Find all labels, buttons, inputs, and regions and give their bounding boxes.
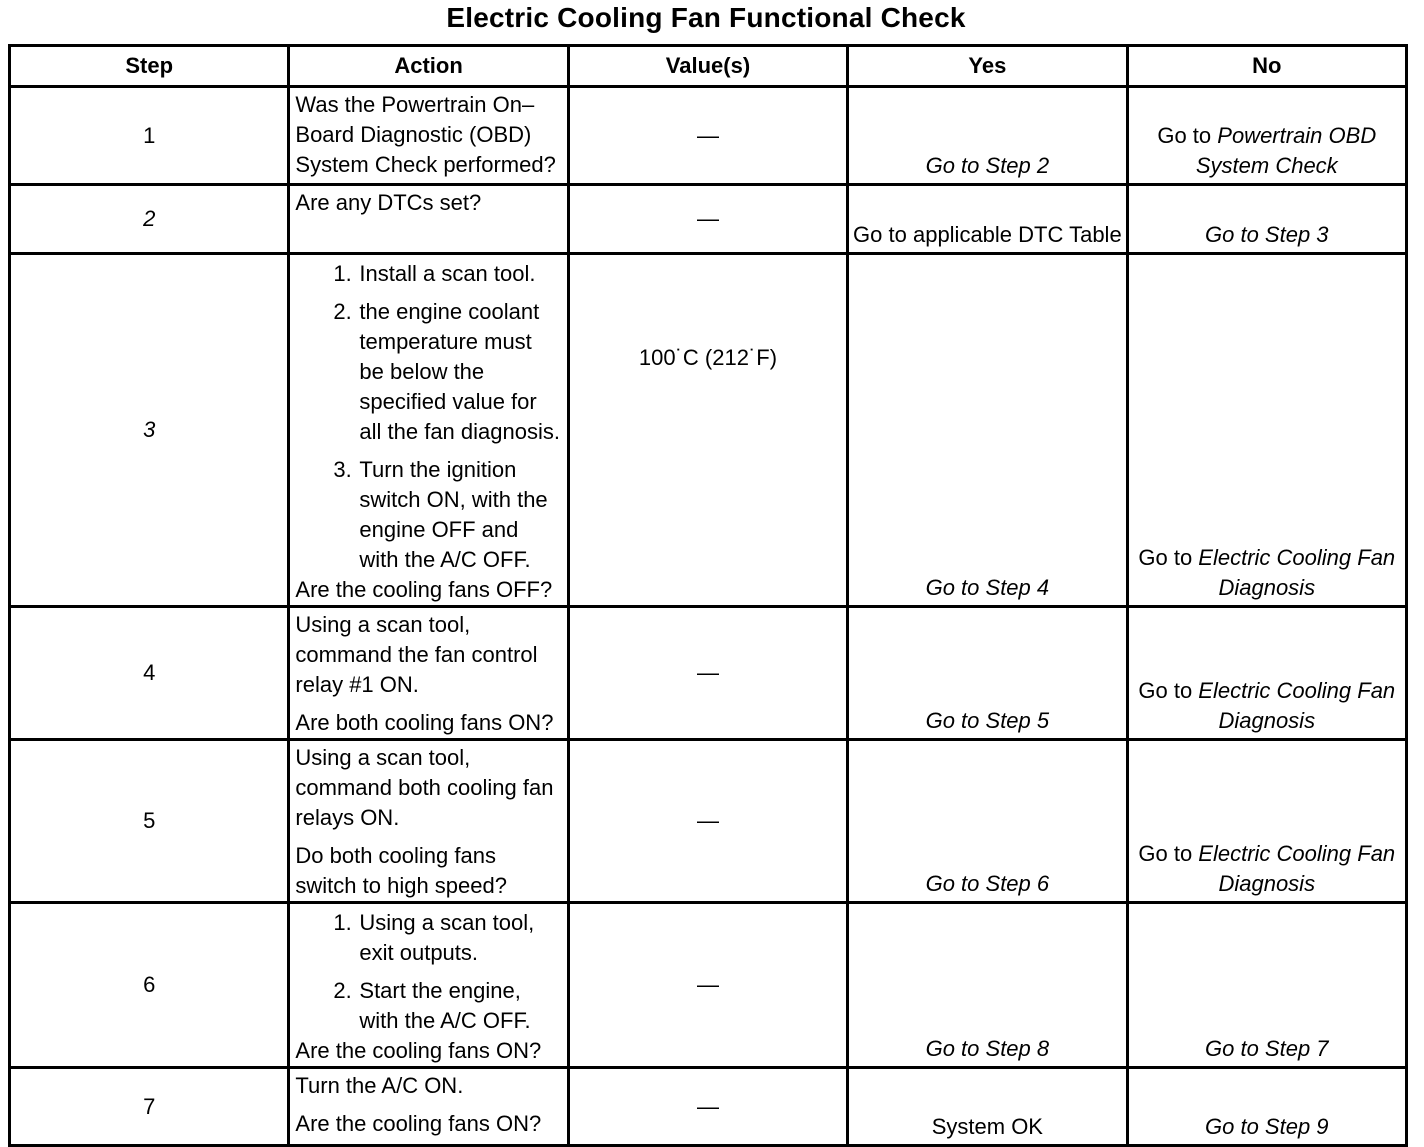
- table-row: [10, 87, 1407, 185]
- action-question: Are the cooling fans ON?: [295, 1038, 542, 1063]
- value-cell: —: [568, 740, 847, 903]
- list-item: 1. Using a scan tool, exit outputs.: [333, 910, 535, 965]
- no-link[interactable]: Go to Step 9: [1205, 1114, 1329, 1139]
- action-cell: [289, 903, 568, 1068]
- no-cell: [1127, 254, 1406, 607]
- no-link[interactable]: Electric Cooling Fan Diagnosis: [1198, 545, 1396, 600]
- action-question: Are both cooling fans ON?: [295, 710, 554, 735]
- col-yes-header: Yes: [848, 46, 1127, 87]
- yes-link[interactable]: Go to Step 8: [925, 1036, 1050, 1061]
- list-item: 3. Turn the ignition switch ON, with the engine OFF and with the A/C OFF.: [333, 457, 548, 572]
- page-title: Electric Cooling Fan Functional Check: [446, 2, 966, 33]
- value-cell: —: [568, 607, 847, 740]
- functional-check-table: [8, 44, 1408, 1147]
- action-steps-list: [295, 259, 560, 575]
- action-cell: [289, 185, 568, 254]
- table-row: [10, 254, 1407, 607]
- value-cell: —: [568, 903, 847, 1068]
- yes-link[interactable]: Go to Step 4: [925, 575, 1050, 600]
- col-action-header: Action: [289, 46, 568, 87]
- step-number: 7: [10, 1068, 289, 1146]
- table-row: [10, 1068, 1407, 1146]
- action-cell: [289, 1068, 568, 1146]
- list-item: 2. the engine coolant temperature must be below the specified value for all the fan diagnosis.: [333, 299, 560, 444]
- yes-cell: [848, 740, 1127, 903]
- action-cell: [289, 87, 568, 185]
- no-cell: [1127, 903, 1406, 1068]
- col-step-header: Step: [10, 46, 289, 87]
- action-text: Turn the A/C ON.: [295, 1073, 464, 1098]
- no-cell: [1127, 740, 1406, 903]
- table-row: [10, 607, 1407, 740]
- action-steps-list: [295, 908, 560, 1036]
- yes-cell: [848, 607, 1127, 740]
- value-cell: —: [568, 1068, 847, 1146]
- no-cell: [1127, 185, 1406, 254]
- no-link[interactable]: Powertrain OBD System Check: [1195, 123, 1377, 178]
- no-link[interactable]: Go to Step 7: [1205, 1036, 1329, 1061]
- yes-link[interactable]: Go to Step 5: [925, 708, 1050, 733]
- value-cell: —: [568, 185, 847, 254]
- no-link[interactable]: Electric Cooling Fan Diagnosis: [1198, 678, 1396, 733]
- yes-link[interactable]: Go to Step 2: [925, 153, 1050, 178]
- action-cell: [289, 607, 568, 740]
- table-row: [10, 185, 1407, 254]
- yes-text: System OK: [931, 1114, 1043, 1139]
- step-number: 6: [10, 903, 289, 1068]
- action-question: Are the cooling fans ON?: [295, 1111, 542, 1136]
- action-text: Are any DTCs set?: [295, 190, 482, 215]
- yes-link[interactable]: Go to Step 6: [925, 871, 1050, 896]
- step-number: 4: [10, 607, 289, 740]
- action-text: Using a scan tool, command the fan control relay #1 ON.: [295, 612, 538, 697]
- action-question: Do both cooling fans switch to high speed?: [295, 843, 507, 898]
- yes-text[interactable]: Go to applicable DTC Table: [853, 222, 1122, 247]
- value-cell: —: [568, 87, 847, 185]
- yes-cell: [848, 1068, 1127, 1146]
- table-row: [10, 903, 1407, 1068]
- col-no-header: No: [1127, 46, 1406, 87]
- no-link[interactable]: Electric Cooling Fan Diagnosis: [1198, 841, 1396, 896]
- no-prefix: Go to: [1138, 545, 1199, 570]
- table-header-row: [10, 46, 1407, 87]
- action-cell: [289, 740, 568, 903]
- no-cell: [1127, 1068, 1406, 1146]
- no-link[interactable]: Go to Step 3: [1205, 222, 1329, 247]
- no-cell: [1127, 607, 1406, 740]
- table-row: [10, 740, 1407, 903]
- value-cell: 100˙C (212˙F): [568, 254, 847, 607]
- no-prefix: Go to: [1138, 678, 1199, 703]
- step-number: 2: [10, 185, 289, 254]
- action-text: Using a scan tool, command both cooling fan relays ON.: [295, 745, 554, 830]
- list-item: 2. Start the engine, with the A/C OFF.: [333, 978, 531, 1033]
- action-text: Was the Powertrain On–Board Diagnostic (OBD) System Check performed?: [295, 92, 556, 177]
- step-number: 1: [10, 87, 289, 185]
- step-number: 5: [10, 740, 289, 903]
- yes-cell: [848, 254, 1127, 607]
- step-number: 3: [10, 254, 289, 607]
- no-prefix: Go to: [1157, 123, 1218, 148]
- no-prefix: Go to: [1138, 841, 1199, 866]
- yes-cell: [848, 87, 1127, 185]
- col-value-header: Value(s): [568, 46, 847, 87]
- no-cell: [1127, 87, 1406, 185]
- list-item: 1. Install a scan tool.: [333, 261, 536, 286]
- action-cell: [289, 254, 568, 607]
- action-question: Are the cooling fans OFF?: [295, 577, 553, 602]
- yes-cell: [848, 903, 1127, 1068]
- yes-cell: [848, 185, 1127, 254]
